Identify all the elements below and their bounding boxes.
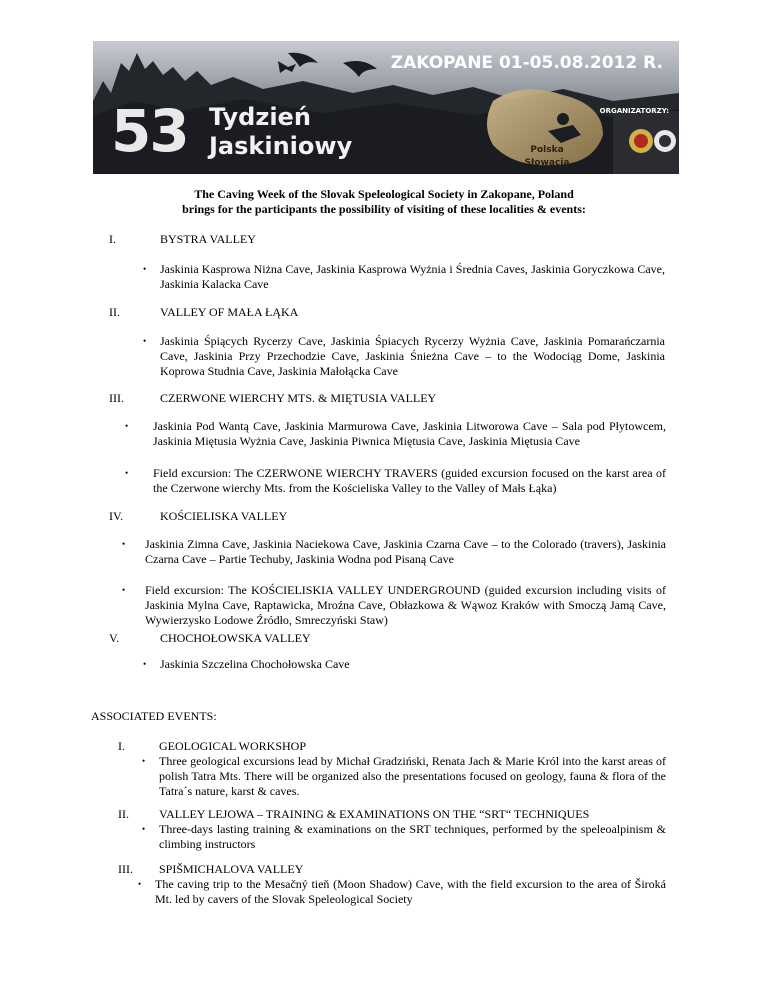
section-item: Field excursion: The CZERWONE WIERCHY TRAVERS (guided excursion focused on the karst area of the Czerwone wierchy Mts. from the Kościeliska Valley to the Valley of Małs Łąka) — [153, 466, 666, 495]
event-number: I. — [118, 739, 125, 753]
section-heading: KOŚCIELISKA VALLEY — [160, 509, 288, 523]
section-number: IV. — [109, 509, 124, 523]
event-banner — [93, 41, 679, 174]
banner-title-line1: Tydzień — [209, 103, 311, 131]
section-heading: CHOCHOŁOWSKA VALLEY — [160, 631, 311, 645]
intro-heading — [0, 187, 768, 217]
section-item: Jaskinia Szczelina Chochołowska Cave — [160, 657, 350, 671]
event-heading: VALLEY LEJOWA – TRAINING & EXAMINATIONS ON THE “SRT“ TECHNIQUES — [159, 807, 590, 821]
bullet-icon: • — [143, 336, 147, 346]
banner-number: 53 — [111, 97, 188, 165]
bullet-icon: • — [125, 421, 129, 431]
bullet-icon: • — [138, 879, 142, 889]
section-item: Jaskinia Śpiących Rycerzy Cave, Jaskinia Śpiacych Rycerzy Wyżnia Cave, Jaskinia Pomarańczarnia Cave, Jaskinia Przy Przechodzie Cave, Jaskinia Śnieżna Cave – to the Wodociąg Dome, Jaskinia Koprowa Studnia Cave, Jaskinia Małołącka Cave — [160, 334, 665, 378]
section-item: Jaskinia Zimna Cave, Jaskinia Naciekowa Cave, Jaskinia Czarna Cave – to the Colorado (travers), Jaskinia Czarna Cave – Partie Techuby, Jaskinia Wodna pod Pisaną Cave — [145, 537, 666, 566]
section-number: I. — [109, 232, 116, 246]
section-item: Jaskinia Kasprowa Niżna Cave, Jaskinia Kasprowa Wyżnia i Średnia Caves, Jaskinia Goryczkowa Cave, Jaskinia Kalacka Cave — [160, 262, 665, 291]
section-number: II. — [109, 305, 120, 319]
event-description: The caving trip to the Mesačný tieň (Moon Shadow) Cave, with the field excursion to the area of Široká Mt. led by cavers of the Slovak Speleological Society — [155, 877, 666, 906]
section-number: V. — [109, 631, 120, 645]
banner-plate-line1: Polska — [530, 145, 564, 155]
section-item: Field excursion: The KOŚCIELISKIA VALLEY UNDERGROUND (guided excursion including visits of Jaskinia Mylna Cave, Raptawicka, Mroźna Cave, Obłazkowa & Wąwoz Kraków with Smoczą Jamą Cave, Wywierzysko Lodowe Źródło, Smreczyński Staw) — [145, 583, 666, 627]
bullet-icon: • — [143, 264, 147, 274]
bullet-icon: • — [142, 756, 146, 766]
bullet-icon: • — [122, 585, 126, 595]
banner-date: ZAKOPANE 01-05.08.2012 R. — [390, 53, 663, 73]
bullet-icon: • — [125, 468, 129, 478]
section-number: III. — [109, 391, 124, 405]
section-heading: CZERWONE WIERCHY MTS. & MIĘTUSIA VALLEY — [160, 391, 437, 405]
banner-plate-text — [507, 144, 587, 170]
intro-line2: brings for the participants the possibility of visiting of these localities & events: — [182, 202, 586, 216]
event-heading: SPIŠMICHALOVA VALLEY — [159, 862, 304, 876]
event-heading: GEOLOGICAL WORKSHOP — [159, 739, 306, 753]
event-number: III. — [118, 862, 133, 876]
intro-line1: The Caving Week of the Slovak Speleological Society in Zakopane, Poland — [194, 187, 574, 201]
event-description: Three-days lasting training & examinations on the SRT techniques, performed by the speleoalpinism & climbing instructors — [159, 822, 666, 851]
associated-events-heading: ASSOCIATED EVENTS: — [91, 709, 217, 723]
event-number: II. — [118, 807, 129, 821]
event-description: Three geological excursions lead by Michał Gradziński, Renata Jach & Marie Król into the karst areas of polish Tatra Mts. There will be organized also the presentations focused on geology, fauna & flora of the Tatra´s nature, karst & caves. — [159, 754, 666, 798]
banner-organizers-label: ORGANIZATORZY: — [599, 107, 669, 115]
section-heading: VALLEY OF MAŁA ŁĄKA — [160, 305, 299, 319]
bullet-icon: • — [122, 539, 126, 549]
bullet-icon: • — [143, 659, 147, 669]
bullet-icon: • — [142, 824, 146, 834]
banner-plate-line2: Słowacja — [524, 158, 570, 168]
section-heading: BYSTRA VALLEY — [160, 232, 256, 246]
banner-title-line2: Jaskiniowy — [209, 132, 353, 160]
section-item: Jaskinia Pod Wantą Cave, Jaskinia Marmurowa Cave, Jaskinia Litworowa Cave – Sala pod Płytowcem, Jaskinia Miętusia Wyżnia Cave, Jaskinia Piwnica Miętusia Cave, Jaskinia Miętusia Cave — [153, 419, 666, 448]
